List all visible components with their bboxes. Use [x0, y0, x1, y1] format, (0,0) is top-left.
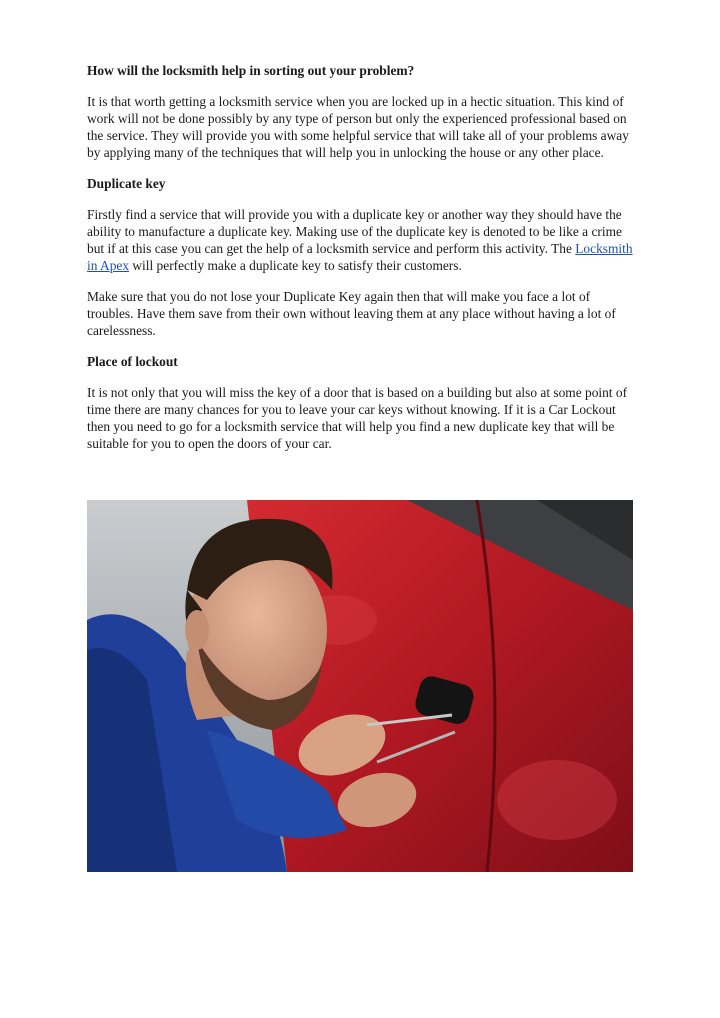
paragraph-lockout: It is not only that you will miss the key of a door that is based on a building but also at some point of time there are many chances for you to leave your car keys without knowing. If it is a Car Lockout then you need to go for a locksmith service that will help you find a new duplicate key that will be suitable for you to open the doors of your car. [87, 385, 628, 451]
paragraph-duplicate-key-2: Make sure that you do not lose your Duplicate Key again then that will make you face a lot of troubles. Have them save from their own without leaving them at any place without having a lot of carelessness. [87, 289, 616, 338]
locksmith-illustration [87, 500, 633, 872]
locksmith-car-photo [87, 500, 633, 872]
locksmith-in-apex-link[interactable]: Locksmith in Apex [87, 241, 633, 273]
article-body [87, 62, 635, 452]
heading-locksmith-help: How will the locksmith help in sorting out your problem? [87, 63, 415, 78]
paragraph-text-before-link: Firstly find a service that will provide you with a duplicate key or another way they should have the ability to manufacture a duplicate key. Making use of the duplicate key is denoted to be like a crime but if at this case you can get the help of a locksmith service and perform this activity. The [87, 207, 622, 256]
paragraph-text-after-link: will perfectly make a duplicate key to satisfy their customers. [129, 258, 462, 273]
heading-place-of-lockout: Place of lockout [87, 354, 178, 369]
paragraph-intro: It is that worth getting a locksmith service when you are locked up in a hectic situation. This kind of work will not be done possibly by any type of person but only the experienced professional based on the service. They will provide you with some helpful service that will take all of your problems away by applying many of the techniques that will help you in unlocking the house or any other place. [87, 94, 629, 160]
paragraph-duplicate-key-1 [87, 206, 635, 274]
heading-duplicate-key: Duplicate key [87, 176, 166, 191]
